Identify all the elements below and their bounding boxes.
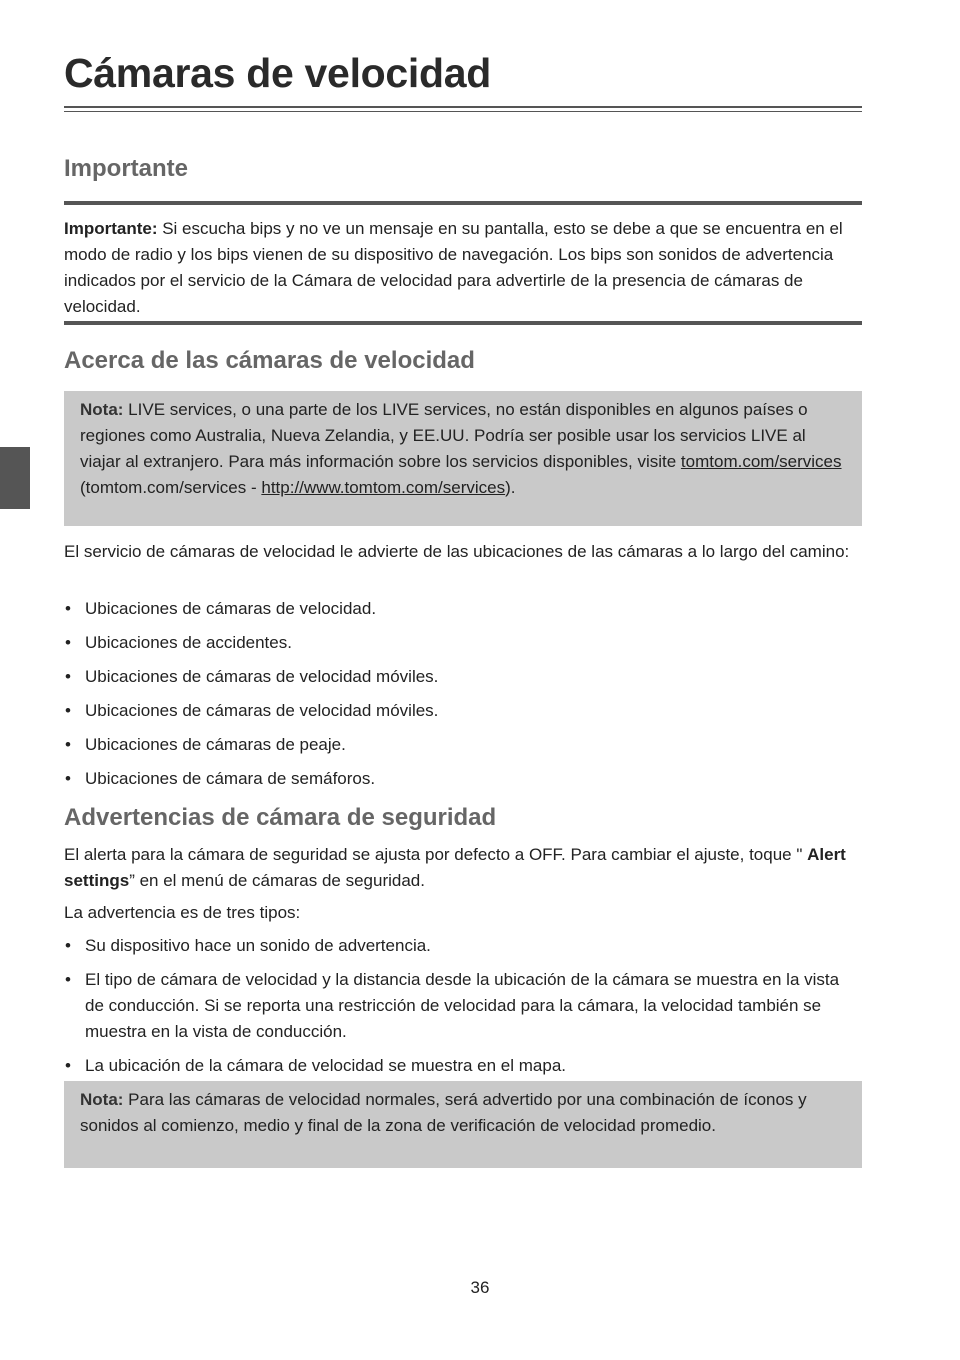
title-rule: [64, 106, 862, 112]
about-intro-text: El servicio de cámaras de velocidad le advierte de las ubicaciones de las cámaras a lo largo del camino:: [64, 542, 850, 561]
note-text-2: (tomtom.com/services -: [80, 478, 262, 497]
link-tomtom-services[interactable]: tomtom.com/services: [680, 452, 842, 471]
note-text-3: ).: [505, 478, 516, 497]
list-item: • Su dispositivo hace un sonido de advertencia.: [64, 933, 862, 959]
link-tomtom-url[interactable]: http://www.tomtom.com/services: [261, 478, 506, 497]
list-item: • Ubicaciones de cámaras de velocidad móviles.: [64, 664, 862, 690]
list-item: • Ubicaciones de accidentes.: [64, 630, 862, 656]
note-text: Para las cámaras de velocidad normales, será advertido por una combinación de íconos y sonidos al comienzo, medio y final de la zona de verificación de velocidad promedio.: [80, 1090, 807, 1135]
important-top-rule: [64, 201, 862, 205]
warnings-types-text: La advertencia es de tres tipos:: [64, 903, 301, 922]
list-item: • Ubicaciones de cámaras de velocidad.: [64, 596, 862, 622]
alert-settings-label: Alert settings: [64, 845, 846, 890]
note-label: Nota:: [80, 1090, 124, 1109]
important-label: Importante:: [64, 219, 158, 238]
important-text: Si escucha bips y no ve un mensaje en su pantalla, esto se debe a que se encuentra en el modo de radio y los bips vienen de su dispositivo de navegación. Los bips son sonidos de advertencia indicados por el servicio de la Cámara de velocidad para advertirle de la presencia de cámaras de velocidad.: [64, 219, 843, 316]
warnings-paragraph-1: [64, 842, 862, 894]
list-item: • Ubicaciones de cámaras de velocidad móviles.: [64, 698, 862, 724]
important-paragraph: [64, 216, 862, 320]
page-number: 36: [470, 1278, 490, 1297]
list-item: • El tipo de cámara de velocidad y la distancia desde la ubicación de la cámara se muestra en la vista de conducción. Si se reporta una restricción de velocidad para la cámara, la velocidad también se muestra en la vista de conducción.: [64, 967, 862, 1045]
warnings-text: El alerta para la cámara de seguridad se ajusta por defecto a OFF. Para cambiar el ajuste, toque ": [64, 845, 808, 864]
heading-important: Importante: [64, 155, 189, 182]
list-item: • Ubicaciones de cámaras de peaje.: [64, 732, 862, 758]
chapter-side-tab: [0, 447, 30, 509]
list-item: • Ubicaciones de cámara de semáforos.: [64, 766, 862, 792]
warnings-paragraph-2: [64, 900, 862, 926]
important-bottom-rule: [64, 321, 862, 325]
warnings-text-2: ” en el menú de cámaras de seguridad.: [129, 871, 425, 890]
note-label: Nota:: [80, 400, 124, 419]
list-item: • La ubicación de la cámara de velocidad se muestra en el mapa.: [64, 1053, 862, 1079]
camera-type-list: [64, 596, 862, 800]
heading-about-cameras: Acerca de las cámaras de velocidad: [64, 347, 475, 374]
page-title: Cámaras de velocidad: [64, 50, 491, 96]
warning-type-list: [64, 933, 862, 1087]
about-intro: [64, 539, 862, 565]
note-average-speed: [64, 1081, 862, 1168]
heading-warnings: Advertencias de cámara de seguridad: [64, 804, 497, 831]
note-live-services: [64, 391, 862, 526]
note-text: LIVE services, o una parte de los LIVE services, no están disponibles en algunos países o regiones como Australia, Nueva Zelandia, y EE.UU. Podría ser posible usar los servicios LIVE al viajar al extranjero. Para más información sobre los servicios disponibles, visite: [80, 400, 808, 471]
